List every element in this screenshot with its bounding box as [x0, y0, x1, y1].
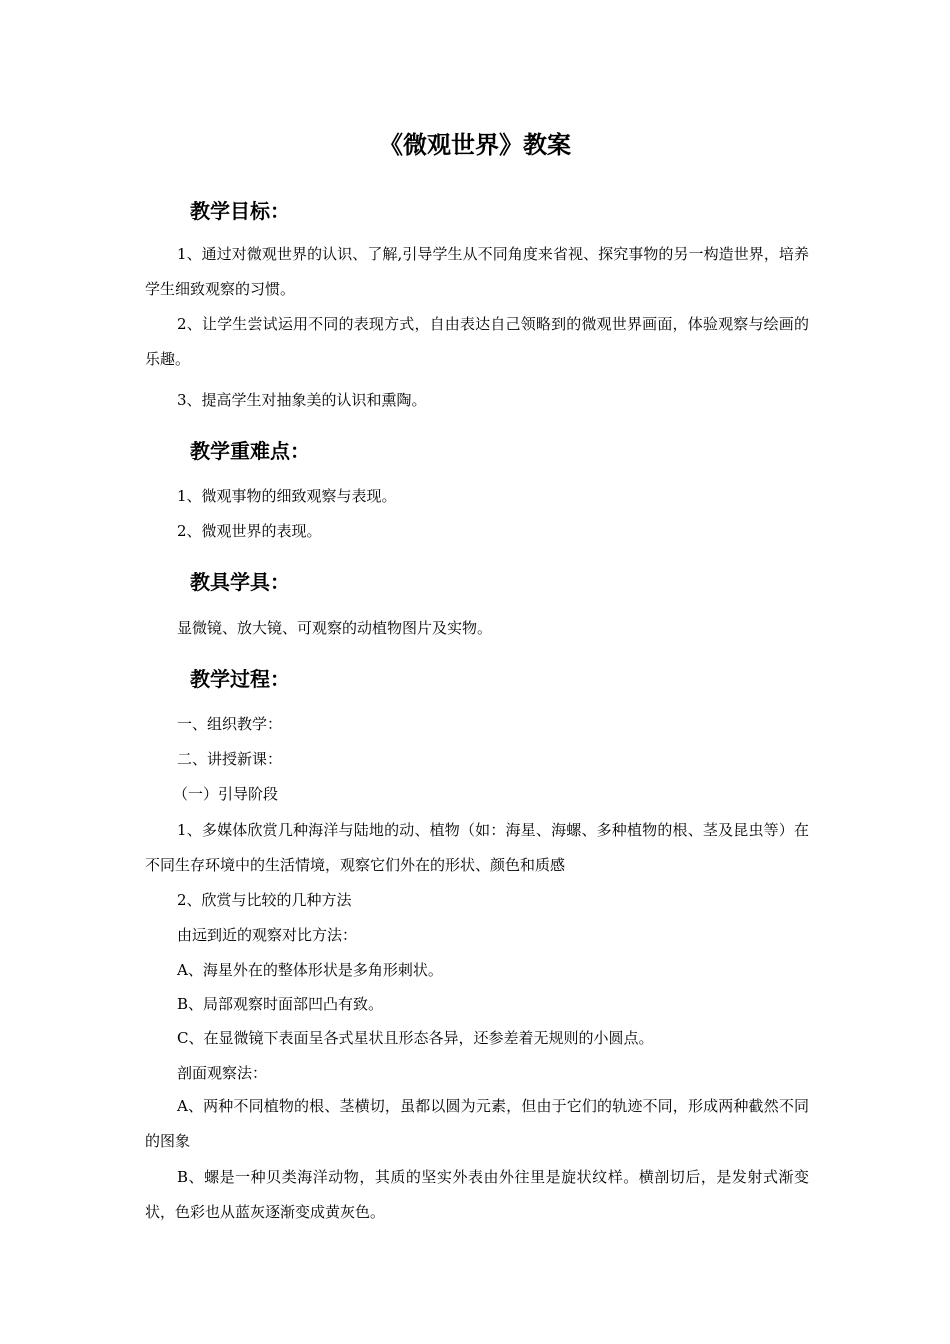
document-title: 《微观世界》教案	[379, 131, 571, 159]
process-line: 1、多媒体欣赏几种海洋与陆地的动、植物（如：海星、海螺、多种植物的根、茎及昆虫等）在不同生存环境中的生活情境，观察它们外在的形状、颜色和质感	[145, 821, 809, 874]
process-line: 2、欣赏与比较的几种方法	[177, 891, 352, 909]
goal-item: 2、让学生尝试运用不同的表现方式，自由表达自己领略到的微观世界画面，体验观察与绘画的乐趣。	[145, 315, 809, 368]
process-line: A、两种不同植物的根、茎横切，虽都以圆为元素，但由于它们的轨迹不同，形成两种截然不同的图象	[145, 1097, 809, 1150]
process-line: 二、讲授新课：	[177, 750, 283, 768]
goal-item: 1、通过对微观世界的认识、了解,引导学生从不同角度来省视、探究事物的另一构造世界，培养学生细致观察的习惯。	[145, 245, 809, 298]
process-line: 一、组织教学：	[177, 715, 283, 733]
process-line: B、螺是一种贝类海洋动物，其质的坚实外表由外往里是旋状纹样。横剖切后，是发射式渐变状，色彩也从蓝灰逐渐变成黄灰色。	[145, 1168, 809, 1221]
process-line: （一）引导阶段	[173, 785, 279, 803]
process-line: B、局部观察时面部凹凸有致。	[177, 995, 384, 1013]
process-line: 由远到近的观察对比方法：	[177, 926, 358, 944]
tools-text: 显微镜、放大镜、可观察的动植物图片及实物。	[177, 619, 493, 637]
tools-heading: 教具学具：	[190, 570, 290, 594]
key-point-item: 1、微观事物的细致观察与表现。	[177, 487, 397, 505]
process-line: C、在显微镜下表面呈各式星状且形态各异，还参差着无规则的小圆点。	[177, 1029, 654, 1047]
process-heading: 教学过程：	[190, 667, 290, 691]
goal-item: 3、提高学生对抽象美的认识和熏陶。	[177, 391, 427, 409]
key-points-heading: 教学重难点：	[190, 439, 310, 463]
key-point-item: 2、微观世界的表现。	[177, 522, 322, 540]
process-line: 剖面观察法：	[177, 1064, 268, 1082]
goals-heading: 教学目标：	[190, 199, 290, 223]
process-line: A、海星外在的整体形状是多角形刺状。	[177, 961, 443, 979]
